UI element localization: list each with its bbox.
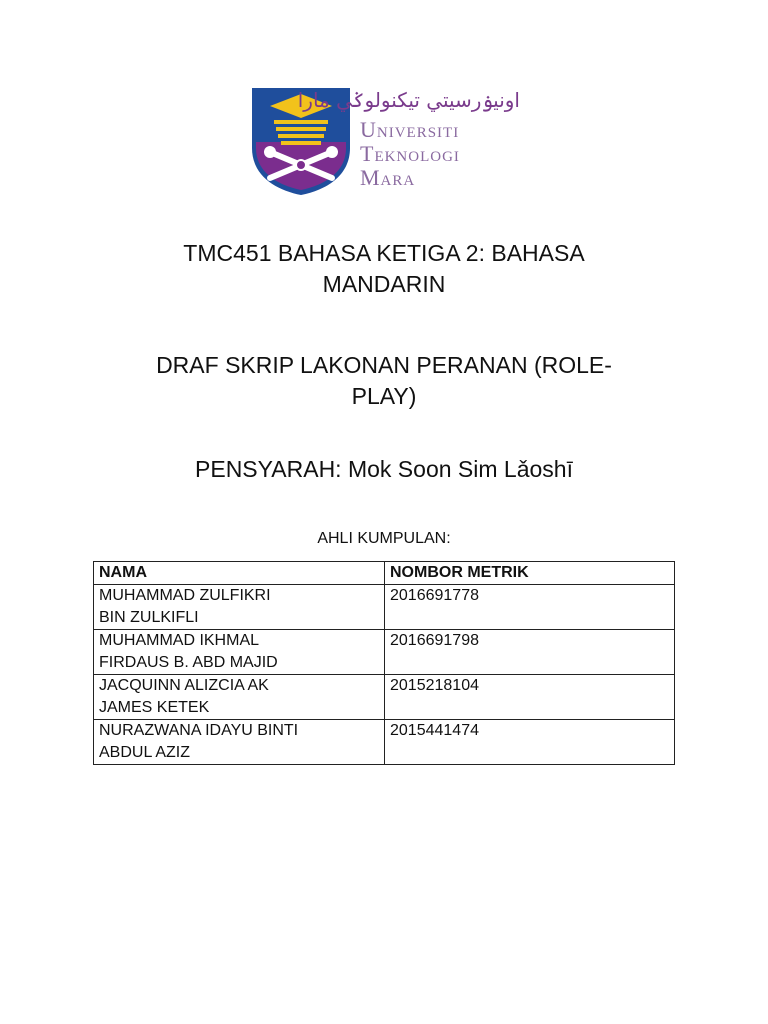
- member-metric: 2015218104: [385, 675, 675, 720]
- member-name: [94, 675, 385, 720]
- member-name: [94, 720, 385, 765]
- logo-line-mara: Mara: [360, 165, 416, 190]
- header-metric: NOMBOR METRIK: [385, 562, 675, 585]
- member-name-line1: NURAZWANA IDAYU BINTI: [99, 722, 299, 739]
- lecturer-name: Mok Soon Sim Lǎoshī: [347, 456, 573, 482]
- member-metric: 2016691778: [385, 585, 675, 630]
- course-title: [100, 238, 668, 300]
- draft-title-line1: DRAF SKRIP LAKONAN PERANAN (ROLE-: [156, 352, 612, 378]
- table-header-row: [94, 562, 675, 585]
- table-row: [94, 585, 675, 630]
- course-title-line1: TMC451 BAHASA KETIGA 2: BAHASA: [183, 240, 585, 266]
- table-row: [94, 630, 675, 675]
- members-heading: AHLI KUMPULAN:: [317, 530, 451, 547]
- lecturer-line: [100, 454, 668, 485]
- member-name-line1: MUHAMMAD ZULFIKRI: [99, 587, 271, 604]
- course-title-line2: MANDARIN: [322, 271, 446, 297]
- member-metric: 2016691798: [385, 630, 675, 675]
- member-name: [94, 630, 385, 675]
- logo-wordmark: [297, 86, 525, 198]
- table-row: [94, 720, 675, 765]
- table-row: [94, 675, 675, 720]
- member-name-line2: ABDUL AZIZ: [99, 744, 190, 761]
- member-name-line1: JACQUINN ALIZCIA AK: [99, 677, 269, 694]
- draft-title-line2: PLAY): [351, 383, 417, 409]
- member-name-line2: FIRDAUS B. ABD MAJID: [99, 654, 278, 671]
- members-table: [93, 561, 675, 765]
- lecturer-label: PENSYARAH:: [195, 456, 342, 482]
- member-name: [94, 585, 385, 630]
- logo-line-teknologi: Teknologi: [360, 141, 460, 166]
- member-metric: 2015441474: [385, 720, 675, 765]
- draft-title: [100, 350, 668, 412]
- member-name-line2: BIN ZULKIFLI: [99, 609, 199, 626]
- logo-line-universiti: Universiti: [360, 117, 460, 142]
- logo-jawi-text: اونيۏرسيتي تيكنولوݢي مارا: [297, 88, 520, 112]
- member-name-line2: JAMES KETEK: [99, 699, 210, 716]
- member-name-line1: MUHAMMAD IKHMAL: [99, 632, 260, 649]
- uitm-logo: [250, 86, 520, 198]
- header-name: NAMA: [94, 562, 385, 585]
